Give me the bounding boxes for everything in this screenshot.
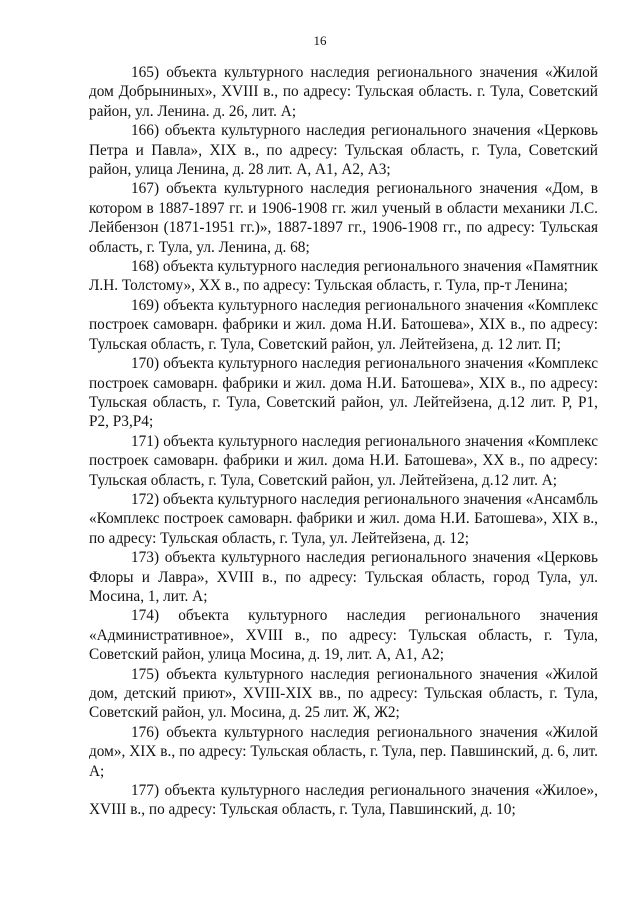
list-item-166: 166) объекта культурного наследия регионального значения «Церковь Петра и Павла», XIX в., по адресу: Тульская область, г. Тула, Советский район, улица Ленина, д. 28 лит. А, А1, А2, А3; (89, 122, 598, 179)
list-item-172: 172) объекта культурного наследия регионального значения «Ансамбль «Комплекс построек самоварн. фабрики и жил. дома Н.И. Батошева», XIX в., по адресу: Тульская область, г. Тула, ул. Лейтейзена, д. 12; (89, 490, 598, 547)
list-item-167: 167) объекта культурного наследия регионального значения «Дом, в котором в 1887-1897 гг. и 1906-1908 гг. жил ученый в области механики Л.С. Лейбензон (1871-1951 гг.)», 1887-1897 гг., 1906-1908 гг., по адресу: Тульская область, г. Тула, ул. Ленина, д. 68; (89, 180, 598, 256)
list-item-170: 170) объекта культурного наследия регионального значения «Комплекс построек самоварн. фабрики и жил. дома Н.И. Батошева», XIX в., по адресу: Тульская область, г. Тула, Советский район, ул. Лейтейзена, д.12 лит. Р, Р1, Р2, Р3,Р4; (89, 355, 598, 431)
page-number: 16 (313, 33, 327, 48)
list-item-175: 175) объекта культурного наследия регионального значения «Жилой дом, детский приют», XVIII-XIX вв., по адресу: Тульская область, г. Тула, Советский район, ул. Мосина, д. 25 лит. Ж, Ж2; (89, 665, 598, 722)
list-item-173: 173) объекта культурного наследия регионального значения «Церковь Флоры и Лавра», XVIII в., по адресу: Тульская область, город Тула, ул. Мосина, 1, лит. А; (89, 549, 598, 605)
list-item-168: 168) объекта культурного наследия регионального значения «Памятник Л.Н. Толстому», XX в., по адресу: Тульская область, г. Тула, пр-т Ленина; (89, 258, 598, 295)
list-item-177: 177) объекта культурного наследия регионального значения «Жилое», XVIII в., по адресу: Тульская область, г. Тула, Павшинский, д. 10; (89, 782, 598, 819)
list-item-176: 176) объекта культурного наследия регионального значения «Жилой дом», XIX в., по адресу: Тульская область, г. Тула, пер. Павшинский, д. 6, лит. А; (89, 723, 598, 780)
list-item-169: 169) объекта культурного наследия регионального значения «Комплекс построек самоварн. фабрики и жил. дома Н.И. Батошева», XIX в., по адресу: Тульская область, г. Тула, Советский район, ул. Лейтейзена, д. 12 лит. П; (89, 296, 598, 353)
document-body (89, 63, 598, 820)
list-item-165: 165) объекта культурного наследия регионального значения «Жилой дом Добрыниных», XVIII в., по адресу: Тульская область. г. Тула, Советский район, ул. Ленина. д. 26, лит. А; (89, 64, 598, 120)
list-item-171: 171) объекта культурного наследия регионального значения «Комплекс построек самоварн. фабрики и жил. дома Н.И. Батошева», XX в., по адресу: Тульская область, г. Тула, Советский район, ул. Лейтейзена, д.12 лит. А; (89, 432, 598, 489)
list-item-174: 174) объекта культурного наследия регионального значения «Административное», XVIII в., по адресу: Тульская область, г. Тула, Советский район, улица Мосина, д. 19, лит. А, А1, А2; (89, 607, 598, 664)
